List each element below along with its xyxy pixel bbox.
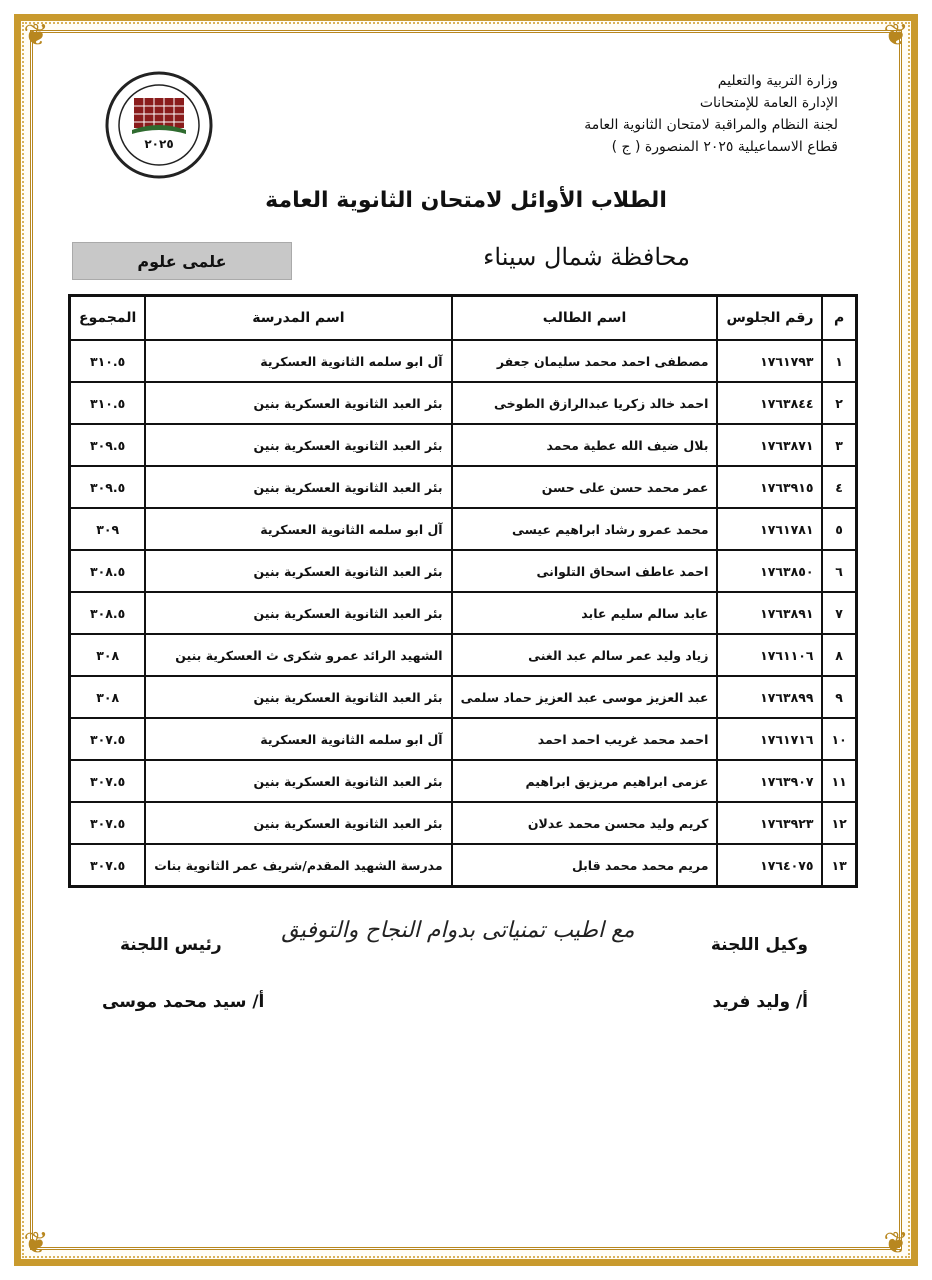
header-line: الإدارة العامة للإمتحانات [699,95,838,111]
cell-seat: ١٧٦٣٨٩٩ [717,676,822,718]
cell-name: عمر محمد حسن على حسن [452,466,718,508]
cell-num: ١ [822,340,855,382]
table-row [70,550,856,592]
cell-name: مصطفى احمد محمد سليمان جعفر [452,340,718,382]
cell-seat: ١٧٦٣٩٠٧ [717,760,822,802]
cell-name: محمد عمرو رشاد ابراهيم عيسى [452,508,718,550]
table-row [70,844,856,886]
cell-total: ٣٠٩.٥ [70,424,145,466]
cell-school: آل ابو سلمه الثانوية العسكرية [145,508,451,550]
cell-num: ١٣ [822,844,855,886]
cell-num: ١١ [822,760,855,802]
col-header-seat: رقم الجلوس [717,296,822,340]
ornament-icon: ❦ [23,18,49,53]
cell-total: ٣١٠.٥ [70,340,145,382]
deputy-title: وكيل اللجنة [710,935,808,955]
ministry-header [478,70,838,158]
cell-total: ٣٠٧.٥ [70,760,145,802]
table-row [70,508,856,550]
cell-school: بئر العبد الثانوية العسكرية بنين [145,760,451,802]
table-row [70,592,856,634]
cell-name: كريم وليد محسن محمد عدلان [452,802,718,844]
head-name: أ/ سيد محمد موسى [102,992,265,1012]
cell-name: عابد سالم سليم عابد [452,592,718,634]
cell-total: ٣٠٧.٥ [70,718,145,760]
cell-total: ٣٠٨ [70,634,145,676]
table-row [70,382,856,424]
cell-school: آل ابو سلمه الثانوية العسكرية [145,718,451,760]
cell-school: بئر العبد الثانوية العسكرية بنين [145,592,451,634]
wish-line: مع اطيب تمنياتى بدوام النجاح والتوفيق [281,918,635,943]
table-row [70,802,856,844]
cell-num: ٧ [822,592,855,634]
cell-num: ٢ [822,382,855,424]
head-title: رئيس اللجنة [120,935,222,955]
cell-total: ٣٠٨ [70,676,145,718]
cell-num: ٣ [822,424,855,466]
cell-name: احمد عاطف اسحاق التلوانى [452,550,718,592]
cell-school: بئر العبد الثانوية العسكرية بنين [145,676,451,718]
cell-seat: ١٧٦٣٨٤٤ [717,382,822,424]
cell-seat: ١٧٦٣٩١٥ [717,466,822,508]
results-table [68,294,858,888]
governorate-label: محافظة شمال سيناء [483,243,690,271]
table-row [70,676,856,718]
cell-seat: ١٧٦١٧٨١ [717,508,822,550]
branch-badge: علمى علوم [72,242,292,280]
cell-seat: ١٧٦٣٨٩١ [717,592,822,634]
header-line: وزارة التربية والتعليم [717,73,838,89]
cell-num: ١٢ [822,802,855,844]
table-header-row [70,296,856,340]
page-title: الطلاب الأوائل لامتحان الثانوية العامة [265,188,667,213]
cell-name: مريم محمد محمد قابل [452,844,718,886]
cell-name: زياد وليد عمر سالم عبد الغنى [452,634,718,676]
table-row [70,718,856,760]
cell-total: ٣٠٨.٥ [70,550,145,592]
cell-num: ٦ [822,550,855,592]
header-line: قطاع الاسماعيلية ٢٠٢٥ المنصورة ( ج ) [611,139,838,155]
cell-name: احمد محمد غريب احمد احمد [452,718,718,760]
cell-school: بئر العبد الثانوية العسكرية بنين [145,424,451,466]
cell-seat: ١٧٦١٧٩٣ [717,340,822,382]
col-header-total: المجموع [70,296,145,340]
ministry-seal [104,70,214,180]
cell-total: ٣٠٧.٥ [70,802,145,844]
cell-school: بئر العبد الثانوية العسكرية بنين [145,802,451,844]
cell-seat: ١٧٦٣٩٢٣ [717,802,822,844]
cell-school: الشهيد الرائد عمرو شكرى ث العسكرية بنين [145,634,451,676]
deputy-name: أ/ وليد فريد [712,992,808,1012]
table-row [70,340,856,382]
cell-school: بئر العبد الثانوية العسكرية بنين [145,466,451,508]
cell-seat: ١٧٦٣٨٧١ [717,424,822,466]
cell-total: ٣١٠.٥ [70,382,145,424]
ornament-icon: ❦ [883,18,909,53]
cell-school: بئر العبد الثانوية العسكرية بنين [145,382,451,424]
cell-num: ٩ [822,676,855,718]
cell-seat: ١٧٦٣٨٥٠ [717,550,822,592]
col-header-name: اسم الطالب [452,296,718,340]
cell-school: آل ابو سلمه الثانوية العسكرية [145,340,451,382]
ornament-icon: ❦ [883,1226,909,1261]
header-line: لجنة النظام والمراقبة لامتحان الثانوية العامة [584,117,838,133]
cell-name: عبد العزيز موسى عبد العزيز حماد سلمى [452,676,718,718]
cell-seat: ١٧٦١٧١٦ [717,718,822,760]
cell-total: ٣٠٩ [70,508,145,550]
ornament-icon: ❦ [23,1226,49,1261]
cell-school: بئر العبد الثانوية العسكرية بنين [145,550,451,592]
cell-total: ٣٠٩.٥ [70,466,145,508]
seal-year: ٢٠٢٥ [144,137,174,151]
table-row [70,424,856,466]
cell-name: احمد خالد زكريا عبدالرازق الطوخى [452,382,718,424]
cell-name: بلال ضيف الله عطية محمد [452,424,718,466]
cell-num: ٥ [822,508,855,550]
cell-num: ٨ [822,634,855,676]
col-header-num: م [822,296,855,340]
cell-num: ٤ [822,466,855,508]
cell-name: عزمى ابراهيم مريزيق ابراهيم [452,760,718,802]
table-row [70,466,856,508]
cell-num: ١٠ [822,718,855,760]
cell-total: ٣٠٧.٥ [70,844,145,886]
cell-seat: ١٧٦١١٠٦ [717,634,822,676]
cell-total: ٣٠٨.٥ [70,592,145,634]
col-header-school: اسم المدرسة [145,296,451,340]
table-row [70,634,856,676]
cell-seat: ١٧٦٤٠٧٥ [717,844,822,886]
table-row [70,760,856,802]
cell-school: مدرسة الشهيد المقدم/شريف عمر الثانوية بنات [145,844,451,886]
